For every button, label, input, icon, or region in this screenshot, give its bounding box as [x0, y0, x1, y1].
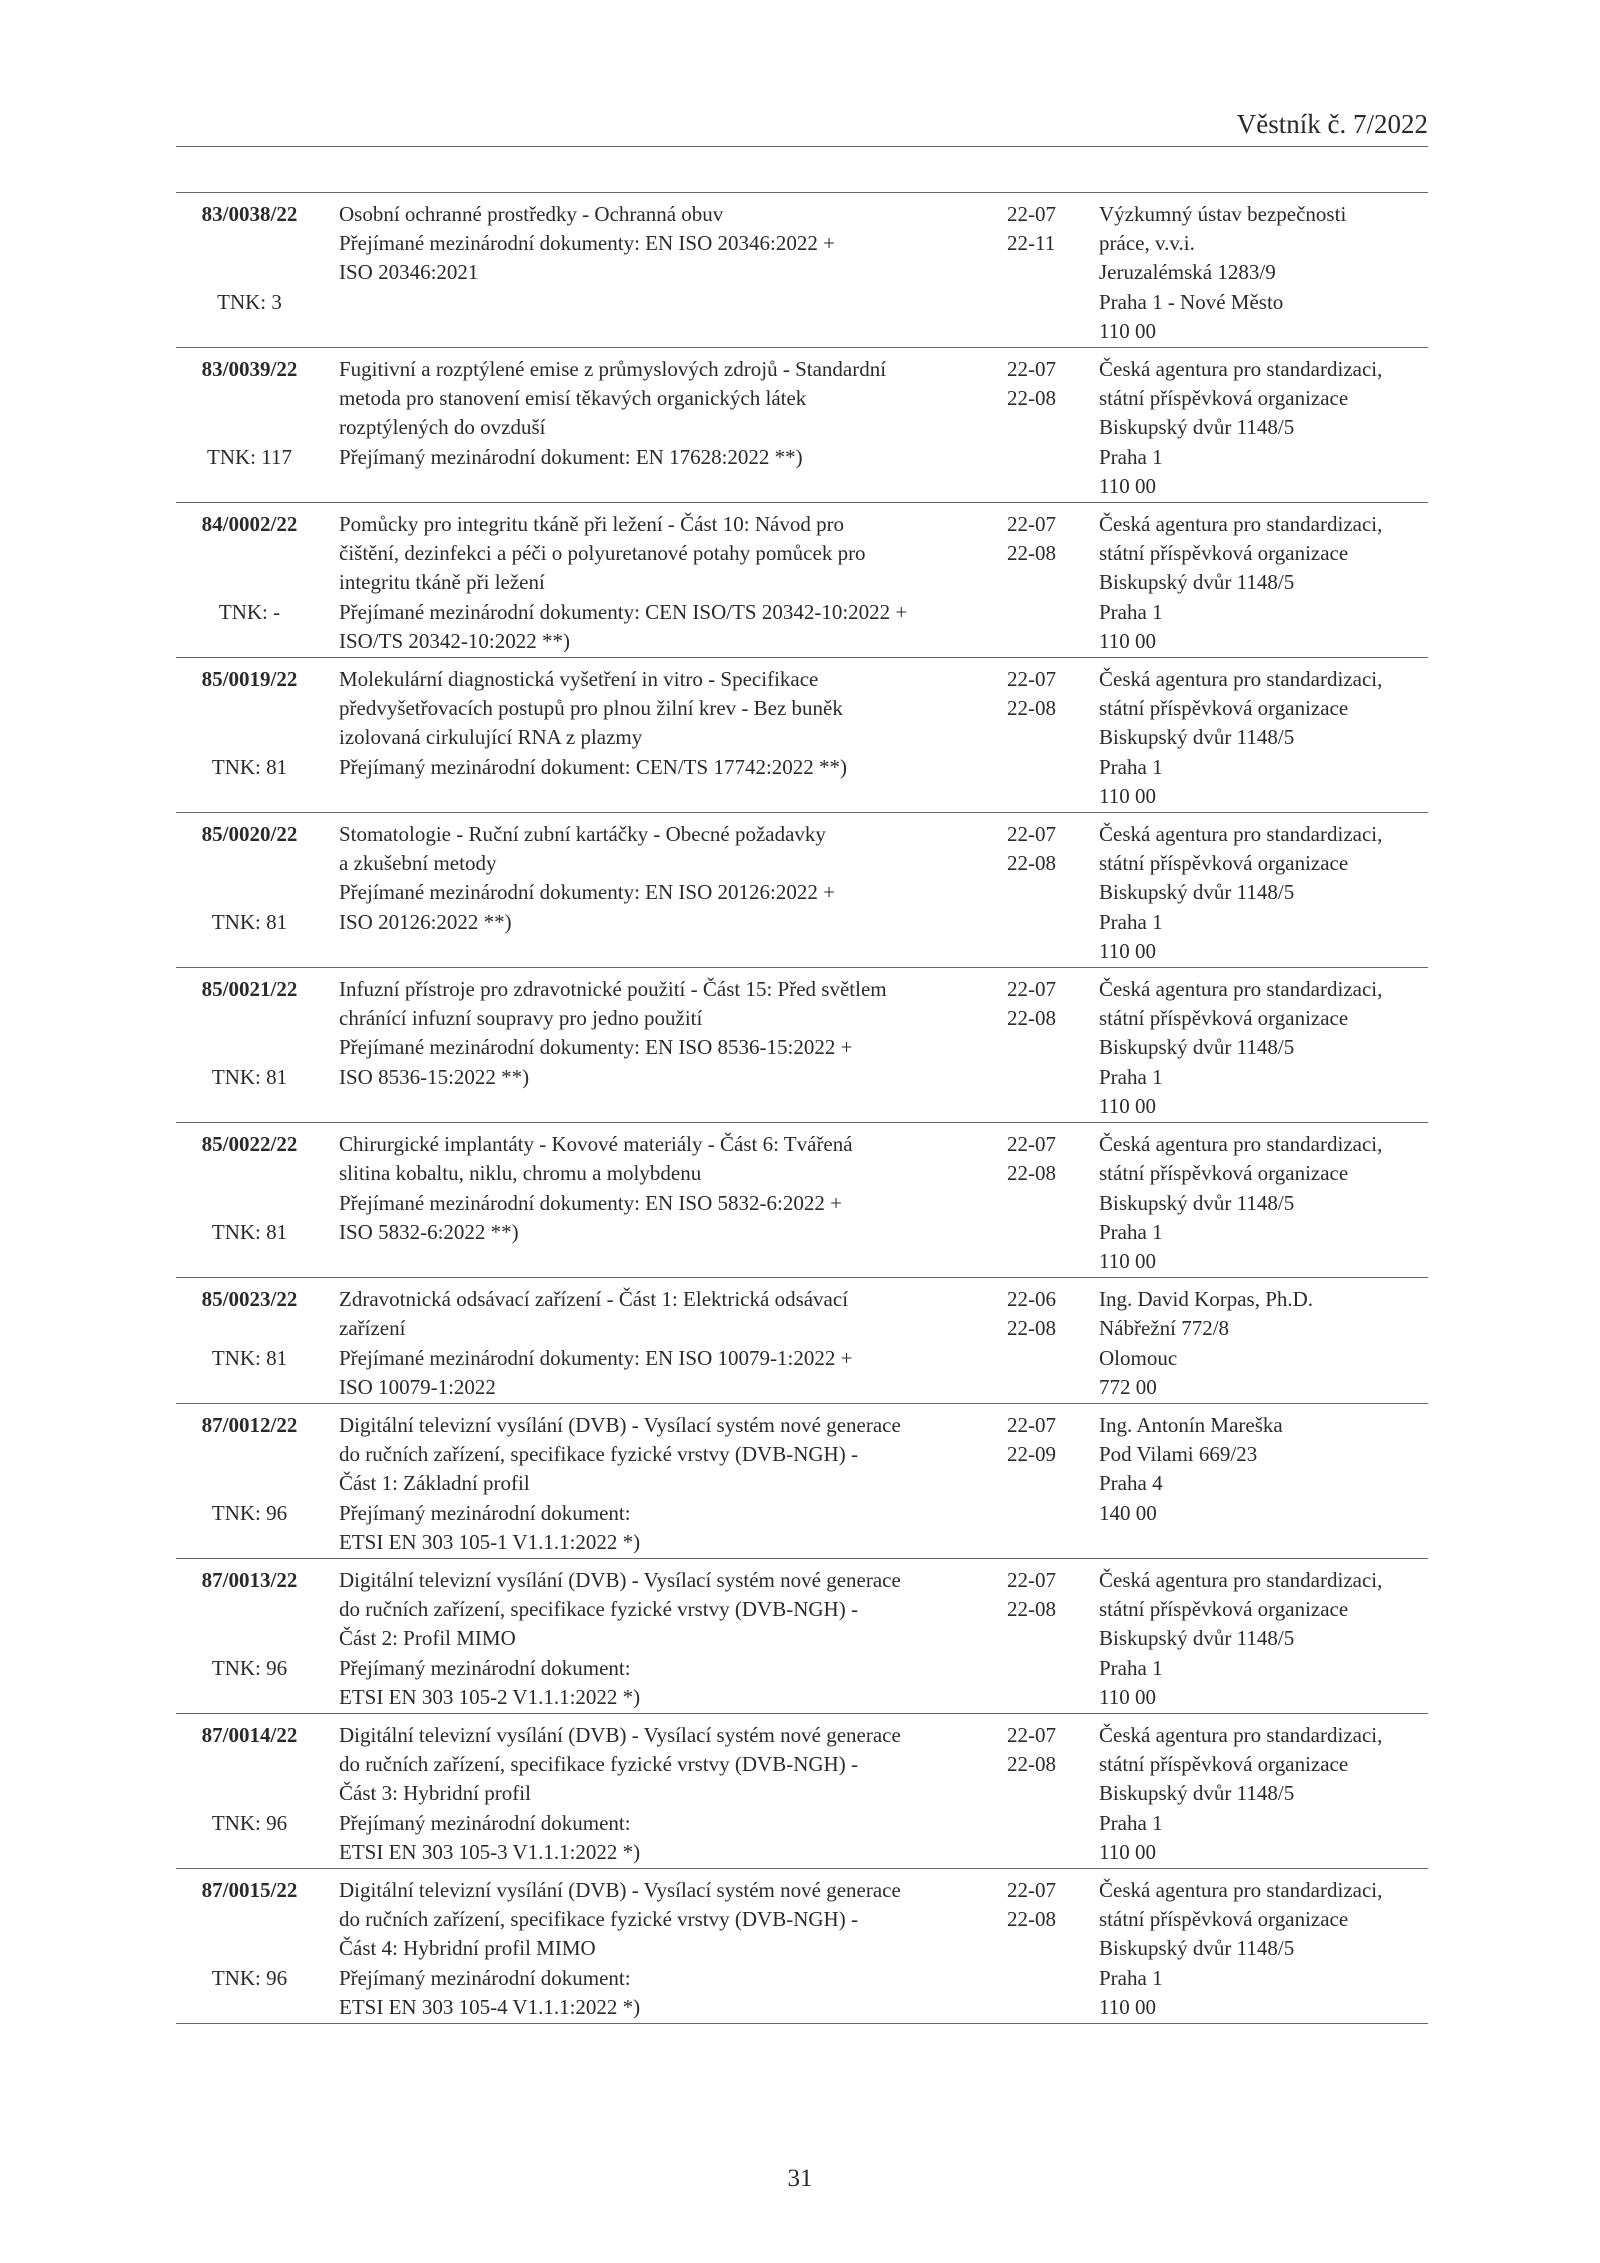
address-line: Praha 1	[1099, 444, 1163, 469]
address-line: 110 00	[1099, 938, 1156, 963]
entry-number: 87/0015/22	[201, 1877, 298, 1902]
title-line: Digitální televizní vysílání (DVB) - Vysílací systém nové generace	[339, 1567, 901, 1592]
address-line: Česká agentura pro standardizaci,	[1099, 512, 1383, 537]
entry-address-cell	[1094, 1411, 1428, 1557]
entry-number: 85/0019/22	[201, 667, 298, 692]
tnk-code: TNK: 96	[211, 1965, 288, 1990]
entry-number: 84/0002/22	[201, 512, 298, 537]
address-line: Pod Vilami 669/23	[1099, 1442, 1258, 1467]
date-line: 22-08	[1007, 1161, 1056, 1186]
title-line: Chirurgické implantáty - Kovové materiály - Část 6: Tvářená	[339, 1132, 853, 1157]
address-line: Česká agentura pro standardizaci,	[1099, 977, 1383, 1002]
title-line: Přejímané mezinárodní dokumenty: EN ISO 5832-6:2022 +	[339, 1190, 842, 1215]
address-line: Česká agentura pro standardizaci,	[1099, 357, 1383, 382]
title-line: zařízení	[339, 1316, 406, 1341]
title-line: Fugitivní a rozptýlené emise z průmyslových zdrojů - Standardní	[339, 357, 887, 382]
title-line: Přejímaný mezinárodní dokument: EN 17628:2022 **)	[339, 444, 803, 469]
address-line: 772 00	[1099, 1374, 1157, 1399]
entry-number-cell	[176, 1566, 331, 1712]
address-line: práce, v.v.i.	[1099, 231, 1195, 256]
tnk-code: TNK: 81	[211, 909, 288, 934]
address-line: 110 00	[1099, 1839, 1156, 1864]
date-line: 22-07	[1007, 1412, 1056, 1437]
tnk-code: TNK: 81	[211, 754, 288, 779]
standards-table	[176, 192, 1428, 2024]
entry-dates-cell	[1001, 665, 1094, 811]
date-line: 22-08	[1007, 1752, 1056, 1777]
date-line: 22-07	[1007, 1722, 1056, 1747]
title-line: Infuzní přístroje pro zdravotnické použití - Část 15: Před světlem	[339, 977, 887, 1002]
address-line: státní příspěvková organizace	[1099, 851, 1349, 876]
entry-address-cell	[1094, 200, 1428, 346]
date-line: 22-07	[1007, 1132, 1056, 1157]
entry-number: 83/0038/22	[201, 202, 298, 226]
address-line: Česká agentura pro standardizaci,	[1099, 667, 1383, 692]
address-line: Česká agentura pro standardizaci,	[1099, 1877, 1383, 1902]
address-line: Výzkumný ústav bezpečnosti	[1099, 202, 1347, 226]
title-line: Přejímané mezinárodní dokumenty: EN ISO 20346:2022 +	[339, 231, 835, 256]
title-line: Přejímaný mezinárodní dokument:	[339, 1655, 631, 1680]
address-line: Biskupský dvůr 1148/5	[1099, 725, 1295, 750]
entry-title-cell	[331, 355, 1001, 501]
address-line: Jeruzalémská 1283/9	[1099, 260, 1276, 285]
entry-number: 85/0022/22	[201, 1132, 298, 1157]
tnk-code: TNK: 96	[211, 1810, 288, 1835]
entry-address-cell	[1094, 820, 1428, 966]
entry-dates-cell	[1001, 1130, 1094, 1276]
title-line: do ručních zařízení, specifikace fyzické vrstvy (DVB-NGH) -	[339, 1597, 858, 1622]
date-line: 22-07	[1007, 1877, 1056, 1902]
address-line: Biskupský dvůr 1148/5	[1099, 1936, 1295, 1961]
entry-number-cell	[176, 1876, 331, 2022]
title-line: ETSI EN 303 105-3 V1.1.1:2022 *)	[339, 1839, 641, 1864]
title-line: ETSI EN 303 105-1 V1.1.1:2022 *)	[339, 1529, 641, 1554]
tnk-code: TNK: 81	[211, 1064, 288, 1089]
entry-number: 85/0020/22	[201, 822, 298, 847]
entry-number: 85/0021/22	[201, 977, 298, 1002]
title-line: čištění, dezinfekci a péči o polyuretanové potahy pomůcek pro	[339, 541, 866, 566]
address-line: Praha 4	[1099, 1471, 1163, 1496]
title-line: Přejímaný mezinárodní dokument:	[339, 1500, 631, 1525]
entry-number-cell	[176, 200, 331, 346]
date-line: 22-07	[1007, 1567, 1056, 1592]
title-line: ISO 20346:2021	[339, 260, 479, 285]
entry-address-cell	[1094, 355, 1428, 501]
entry-number-cell	[176, 820, 331, 966]
address-line: Praha 1	[1099, 1064, 1163, 1089]
title-line: Přejímaný mezinárodní dokument:	[339, 1810, 631, 1835]
entry-dates-cell	[1001, 1285, 1094, 1402]
address-line: Ing. Antonín Mareška	[1099, 1412, 1283, 1437]
address-line: státní příspěvková organizace	[1099, 1597, 1349, 1622]
entry-number-cell	[176, 975, 331, 1121]
entry-title-cell	[331, 1411, 1001, 1557]
address-line: Praha 1	[1099, 1219, 1163, 1244]
address-line: Česká agentura pro standardizaci,	[1099, 1567, 1383, 1592]
address-line: Praha 1	[1099, 909, 1163, 934]
title-line: do ručních zařízení, specifikace fyzické vrstvy (DVB-NGH) -	[339, 1752, 858, 1777]
title-line: Digitální televizní vysílání (DVB) - Vysílací systém nové generace	[339, 1722, 901, 1747]
address-line: Biskupský dvůr 1148/5	[1099, 1190, 1295, 1215]
table-row	[176, 1278, 1428, 1404]
entry-dates-cell	[1001, 1876, 1094, 2022]
title-line: ISO 8536-15:2022 **)	[339, 1064, 530, 1089]
entry-number-cell	[176, 355, 331, 501]
date-line: 22-08	[1007, 1597, 1056, 1622]
address-line: Olomouc	[1099, 1345, 1178, 1370]
address-line: státní příspěvková organizace	[1099, 696, 1349, 721]
address-line: státní příspěvková organizace	[1099, 1161, 1349, 1186]
title-line: předvyšetřovacích postupů pro plnou žilní krev - Bez buněk	[339, 696, 843, 721]
address-line: Praha 1	[1099, 1810, 1163, 1835]
entry-number-cell	[176, 1285, 331, 1402]
title-line: Stomatologie - Ruční zubní kartáčky - Obecné požadavky	[339, 822, 826, 847]
entry-number-cell	[176, 665, 331, 811]
entry-address-cell	[1094, 1876, 1428, 2022]
entry-dates-cell	[1001, 355, 1094, 501]
address-line: Ing. David Korpas, Ph.D.	[1099, 1287, 1314, 1312]
title-line: Molekulární diagnostická vyšetření in vitro - Specifikace	[339, 667, 819, 692]
address-line: Biskupský dvůr 1148/5	[1099, 1035, 1295, 1060]
title-line: Digitální televizní vysílání (DVB) - Vysílací systém nové generace	[339, 1877, 901, 1902]
date-line: 22-06	[1007, 1287, 1056, 1312]
title-line: chránící infuzní soupravy pro jedno použití	[339, 1006, 703, 1031]
title-line: Část 1: Základní profil	[339, 1471, 530, 1496]
tnk-code: TNK: 81	[211, 1345, 288, 1370]
entry-dates-cell	[1001, 510, 1094, 656]
date-line: 22-07	[1007, 977, 1056, 1002]
date-line: 22-07	[1007, 512, 1056, 537]
entry-number-cell	[176, 1721, 331, 1867]
date-line: 22-07	[1007, 202, 1056, 226]
title-line: do ručních zařízení, specifikace fyzické vrstvy (DVB-NGH) -	[339, 1442, 858, 1467]
date-line: 22-07	[1007, 667, 1056, 692]
tnk-code: TNK: 117	[207, 444, 292, 469]
address-line: 110 00	[1099, 1093, 1156, 1118]
title-line: Přejímané mezinárodní dokumenty: EN ISO 8536-15:2022 +	[339, 1035, 853, 1060]
entry-number: 87/0012/22	[201, 1412, 298, 1437]
date-line: 22-07	[1007, 357, 1056, 382]
entry-title-cell	[331, 510, 1001, 656]
address-line: Praha 1	[1099, 599, 1163, 624]
title-line: integritu tkáně při ležení	[339, 570, 545, 595]
entry-address-cell	[1094, 665, 1428, 811]
table-row	[176, 1714, 1428, 1869]
title-line: ISO 10079-1:2022	[339, 1374, 496, 1399]
page-number: 31	[787, 2165, 813, 2192]
table-row	[176, 1404, 1428, 1559]
address-line: Česká agentura pro standardizaci,	[1099, 1722, 1383, 1747]
title-line: Část 3: Hybridní profil	[339, 1781, 531, 1806]
entry-number: 87/0014/22	[201, 1722, 298, 1747]
address-line: 110 00	[1099, 473, 1156, 498]
address-line: 110 00	[1099, 628, 1156, 653]
title-line: Přejímané mezinárodní dokumenty: EN ISO 10079-1:2022 +	[339, 1345, 853, 1370]
title-line: slitina kobaltu, niklu, chromu a molybdenu	[339, 1161, 702, 1186]
entry-title-cell	[331, 1876, 1001, 2022]
title-line: Přejímaný mezinárodní dokument: CEN/TS 17742:2022 **)	[339, 754, 848, 779]
date-line: 22-09	[1007, 1442, 1056, 1467]
entry-address-cell	[1094, 1721, 1428, 1867]
title-line: metoda pro stanovení emisí těkavých organických látek	[339, 386, 807, 411]
date-line: 22-08	[1007, 851, 1056, 876]
entry-address-cell	[1094, 975, 1428, 1121]
address-line: Biskupský dvůr 1148/5	[1099, 1781, 1295, 1806]
entry-title-cell	[331, 1285, 1001, 1402]
tnk-code: TNK: 96	[211, 1655, 288, 1680]
table-row	[176, 503, 1428, 658]
address-line: 110 00	[1099, 1684, 1156, 1709]
address-line: Biskupský dvůr 1148/5	[1099, 570, 1295, 595]
address-line: Praha 1	[1099, 754, 1163, 779]
title-line: Přejímané mezinárodní dokumenty: CEN ISO/TS 20342-10:2022 +	[339, 599, 908, 624]
entry-title-cell	[331, 1566, 1001, 1712]
date-line: 22-08	[1007, 541, 1056, 566]
tnk-code: TNK: 81	[211, 1219, 288, 1244]
entry-title-cell	[331, 200, 1001, 346]
address-line: státní příspěvková organizace	[1099, 1752, 1349, 1777]
table-row	[176, 1559, 1428, 1714]
table-row	[176, 1123, 1428, 1278]
address-line: státní příspěvková organizace	[1099, 1006, 1349, 1031]
date-line: 22-11	[1007, 231, 1056, 256]
entry-address-cell	[1094, 1285, 1428, 1402]
title-line: do ručních zařízení, specifikace fyzické vrstvy (DVB-NGH) -	[339, 1907, 858, 1932]
table-row	[176, 658, 1428, 813]
entry-address-cell	[1094, 1566, 1428, 1712]
address-line: Praha 1	[1099, 1655, 1163, 1680]
address-line: 110 00	[1099, 1994, 1156, 2019]
date-line: 22-07	[1007, 822, 1056, 847]
title-line: Digitální televizní vysílání (DVB) - Vysílací systém nové generace	[339, 1412, 901, 1437]
address-line: 110 00	[1099, 318, 1156, 343]
address-line: Česká agentura pro standardizaci,	[1099, 1132, 1383, 1157]
entry-number: 87/0013/22	[201, 1567, 298, 1592]
entry-number: 85/0023/22	[201, 1287, 298, 1312]
entry-dates-cell	[1001, 975, 1094, 1121]
table-row	[176, 968, 1428, 1123]
date-line: 22-08	[1007, 1907, 1056, 1932]
entry-dates-cell	[1001, 1411, 1094, 1557]
entry-dates-cell	[1001, 1566, 1094, 1712]
title-line: rozptýlených do ovzduší	[339, 415, 546, 440]
title-line: ISO/TS 20342-10:2022 **)	[339, 628, 570, 653]
date-line: 22-08	[1007, 1006, 1056, 1031]
table-row	[176, 348, 1428, 503]
entry-title-cell	[331, 975, 1001, 1121]
address-line: Praha 1	[1099, 1965, 1163, 1990]
table-row	[176, 1869, 1428, 2024]
title-line: Část 2: Profil MIMO	[339, 1626, 516, 1651]
entry-dates-cell	[1001, 820, 1094, 966]
running-header: Věstník č. 7/2022	[176, 108, 1428, 147]
entry-address-cell	[1094, 510, 1428, 656]
tnk-code: TNK: 96	[211, 1500, 288, 1525]
entry-number-cell	[176, 1411, 331, 1557]
address-line: Biskupský dvůr 1148/5	[1099, 1626, 1295, 1651]
title-line: Zdravotnická odsávací zařízení - Část 1: Elektrická odsávací	[339, 1287, 849, 1312]
entry-number-cell	[176, 510, 331, 656]
tnk-code: TNK: 3	[217, 289, 282, 314]
address-line: 110 00	[1099, 1248, 1156, 1273]
address-line: státní příspěvková organizace	[1099, 541, 1349, 566]
title-line: ISO 20126:2022 **)	[339, 909, 512, 934]
entry-dates-cell	[1001, 1721, 1094, 1867]
address-line: 140 00	[1099, 1500, 1157, 1525]
date-line: 22-08	[1007, 1316, 1056, 1341]
address-line: státní příspěvková organizace	[1099, 1907, 1349, 1932]
entry-address-cell	[1094, 1130, 1428, 1276]
title-line: ETSI EN 303 105-4 V1.1.1:2022 *)	[339, 1994, 641, 2019]
entry-number-cell	[176, 1130, 331, 1276]
title-line: Přejímané mezinárodní dokumenty: EN ISO 20126:2022 +	[339, 880, 835, 905]
entry-title-cell	[331, 820, 1001, 966]
entry-title-cell	[331, 665, 1001, 811]
address-line: státní příspěvková organizace	[1099, 386, 1349, 411]
address-line: Biskupský dvůr 1148/5	[1099, 880, 1295, 905]
entry-dates-cell	[1001, 200, 1094, 346]
title-line: ETSI EN 303 105-2 V1.1.1:2022 *)	[339, 1684, 641, 1709]
title-line: Část 4: Hybridní profil MIMO	[339, 1936, 596, 1961]
title-line: a zkušební metody	[339, 851, 497, 876]
address-line: Biskupský dvůr 1148/5	[1099, 415, 1295, 440]
table-row	[176, 193, 1428, 348]
entry-number: 83/0039/22	[201, 357, 298, 382]
date-line: 22-08	[1007, 696, 1056, 721]
title-line: Přejímaný mezinárodní dokument:	[339, 1965, 631, 1990]
date-line: 22-08	[1007, 386, 1056, 411]
address-line: Nábřežní 772/8	[1099, 1316, 1230, 1341]
table-row	[176, 813, 1428, 968]
tnk-code: TNK: -	[218, 599, 281, 624]
entry-title-cell	[331, 1721, 1001, 1867]
title-line: Osobní ochranné prostředky - Ochranná obuv	[339, 202, 724, 226]
title-line: izolovaná cirkulující RNA z plazmy	[339, 725, 643, 750]
title-line: ISO 5832-6:2022 **)	[339, 1219, 519, 1244]
address-line: 110 00	[1099, 783, 1156, 808]
address-line: Česká agentura pro standardizaci,	[1099, 822, 1383, 847]
address-line: Praha 1 - Nové Město	[1099, 289, 1284, 314]
entry-title-cell	[331, 1130, 1001, 1276]
title-line: Pomůcky pro integritu tkáně při ležení - Část 10: Návod pro	[339, 512, 845, 537]
